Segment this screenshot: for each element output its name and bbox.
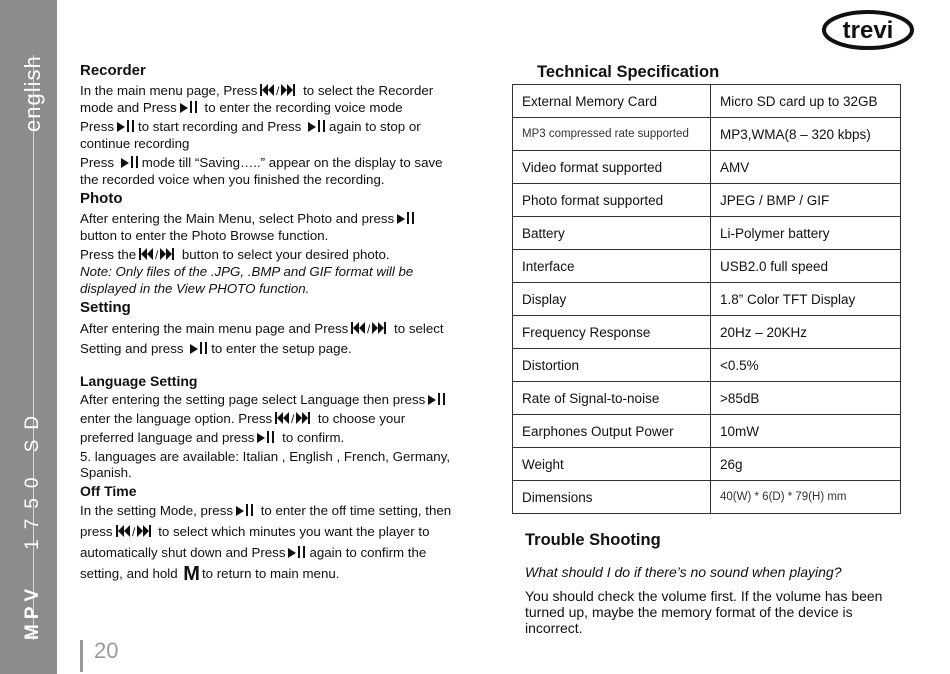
play-pause-icon bbox=[287, 545, 307, 559]
spec-label: Display bbox=[513, 283, 711, 316]
page-number: 20 bbox=[94, 638, 119, 663]
spec-label: Weight bbox=[513, 448, 711, 481]
spec-value: 40(W) * 6(D) * 79(H) mm bbox=[711, 481, 901, 514]
offtime-title: Off Time bbox=[80, 483, 137, 499]
spec-value: >85dB bbox=[711, 382, 901, 415]
spec-value: <0.5% bbox=[711, 349, 901, 382]
spec-value: AMV bbox=[711, 151, 901, 184]
spec-value: 26g bbox=[711, 448, 901, 481]
language-label: english bbox=[20, 55, 45, 132]
table-row bbox=[513, 448, 901, 481]
trouble-title: Trouble Shooting bbox=[525, 531, 661, 549]
spec-label: Frequency Response bbox=[513, 316, 711, 349]
spec-label: Dimensions bbox=[513, 481, 711, 514]
play-pause-icon bbox=[396, 211, 416, 225]
svg-text:/: / bbox=[291, 412, 295, 425]
setting-title: Setting bbox=[80, 299, 131, 316]
spec-label: Earphones Output Power bbox=[513, 415, 711, 448]
play-pause-icon bbox=[427, 392, 447, 406]
table-row bbox=[513, 415, 901, 448]
left-column bbox=[80, 62, 452, 587]
offtime-p1: In the setting Mode, press to enter the off time setting, then press / to select which minutes you want the player to automatically shut down and Press again to confirm the setting, and hold M to return to main menu. bbox=[80, 503, 452, 585]
prev-next-icon bbox=[350, 321, 388, 335]
language-p2: 5. languages are available: Italian , English , French, Germany, Spanish. bbox=[80, 449, 451, 480]
spec-value: 1.8” Color TFT Display bbox=[711, 283, 901, 316]
spec-value: Micro SD card up to 32GB bbox=[711, 85, 901, 118]
recorder-title: Recorder bbox=[80, 62, 146, 79]
setting-section bbox=[80, 299, 452, 359]
play-pause-icon bbox=[116, 119, 136, 133]
play-pause-icon bbox=[120, 155, 140, 169]
table-row bbox=[513, 283, 901, 316]
offtime-section bbox=[80, 483, 452, 585]
spec-value: Li-Polymer battery bbox=[711, 217, 901, 250]
table-row bbox=[513, 151, 901, 184]
spec-label: Photo format supported bbox=[513, 184, 711, 217]
table-row bbox=[513, 118, 901, 151]
photo-section bbox=[80, 190, 452, 297]
spec-value: JPEG / BMP / GIF bbox=[711, 184, 901, 217]
svg-text:trevi: trevi bbox=[842, 17, 894, 44]
prev-next-icon bbox=[115, 524, 153, 538]
tech-spec-title: Technical Specification bbox=[537, 63, 720, 81]
spec-value: 10mW bbox=[711, 415, 901, 448]
recorder-p1: In the main menu page, Press / to select the Recorder mode and Press to enter the recording voice mode bbox=[80, 83, 434, 115]
recorder-p2: Press to start recording and Press again to stop or continue recording bbox=[80, 119, 421, 151]
spec-label: Distortion bbox=[513, 349, 711, 382]
page-number-bar bbox=[80, 640, 83, 672]
play-pause-icon bbox=[179, 100, 199, 114]
photo-note: Note: Only files of the .JPG, .BMP and GIF format will be displayed in the View PHOTO function. bbox=[80, 264, 414, 296]
side-band bbox=[0, 0, 57, 674]
language-title: Language Setting bbox=[80, 373, 198, 389]
language-section bbox=[80, 373, 452, 481]
spec-label: Interface bbox=[513, 250, 711, 283]
table-row bbox=[513, 184, 901, 217]
recorder-p3: Press mode till “Saving…..” appear on the display to save the recorded voice when you finished the recording. bbox=[80, 155, 443, 187]
svg-text:/: / bbox=[155, 248, 159, 261]
model-number: 1750 SD bbox=[22, 405, 43, 550]
recorder-section bbox=[80, 62, 452, 188]
photo-title: Photo bbox=[80, 190, 123, 207]
play-pause-icon bbox=[189, 341, 209, 355]
svg-text:/: / bbox=[367, 322, 371, 335]
trouble-question: What should I do if there’s no sound when playing? bbox=[525, 564, 842, 580]
spec-label: Video format supported bbox=[513, 151, 711, 184]
table-row bbox=[513, 85, 901, 118]
play-pause-icon bbox=[256, 430, 276, 444]
spec-label: Battery bbox=[513, 217, 711, 250]
spec-label: Rate of Signal-to-noise bbox=[513, 382, 711, 415]
setting-p1: After entering the main menu page and Press / to select Setting and press to enter the setup page. bbox=[80, 321, 444, 356]
prev-next-icon bbox=[259, 83, 297, 97]
table-row bbox=[513, 316, 901, 349]
spec-label: MP3 compressed rate supported bbox=[513, 118, 711, 151]
play-pause-icon bbox=[307, 119, 327, 133]
table-row bbox=[513, 481, 901, 514]
model-label bbox=[22, 406, 44, 640]
language-p1: After entering the setting page select Language then pressenter the language option. Press / to choose your preferred language and press to confirm. bbox=[80, 390, 452, 447]
table-row bbox=[513, 250, 901, 283]
prev-next-icon bbox=[138, 247, 176, 261]
prev-next-icon bbox=[274, 411, 312, 425]
table-row bbox=[513, 349, 901, 382]
tech-spec-table bbox=[512, 84, 901, 514]
m-key-icon: M bbox=[183, 563, 200, 585]
spec-label: External Memory Card bbox=[513, 85, 711, 118]
spec-value: USB2.0 full speed bbox=[711, 250, 901, 283]
table-row bbox=[513, 382, 901, 415]
spec-value: 20Hz – 20KHz bbox=[711, 316, 901, 349]
table-row bbox=[513, 217, 901, 250]
photo-p2: Press the / button to select your desired photo. Note: Only files of the .JPG, .BMP and GIF format will be displayed in the View PHOTO function. bbox=[80, 247, 414, 296]
trouble-answer: You should check the volume first. If the volume has been turned up, maybe the memory format of the device is incorrect. bbox=[525, 588, 883, 636]
spec-value: MP3,WMA(8 – 320 kbps) bbox=[711, 118, 901, 151]
photo-p1: After entering the Main Menu, select Photo and press button to enter the Photo Browse function. bbox=[80, 210, 452, 244]
play-pause-icon bbox=[235, 503, 255, 517]
model-prefix: MPV bbox=[22, 583, 43, 640]
svg-text:/: / bbox=[131, 525, 135, 538]
svg-text:/: / bbox=[276, 84, 280, 97]
trevi-logo bbox=[822, 10, 914, 50]
